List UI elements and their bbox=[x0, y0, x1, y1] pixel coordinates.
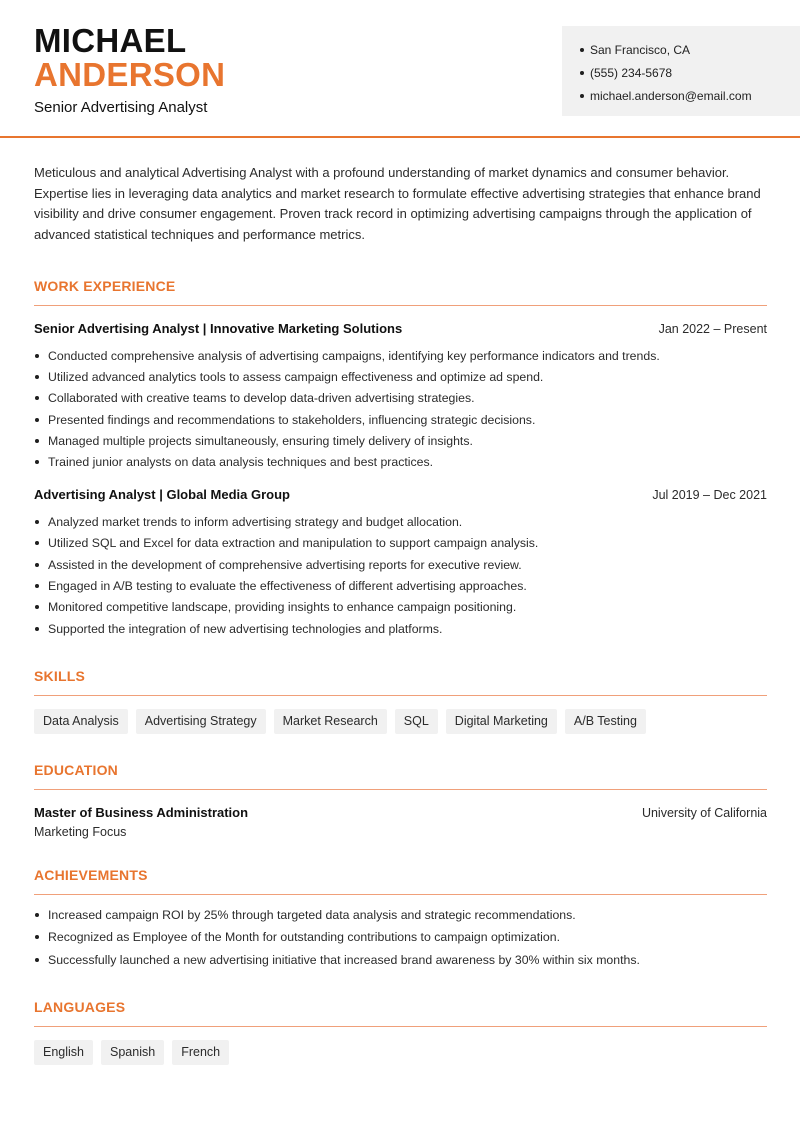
work-experience-section bbox=[34, 277, 767, 640]
bullet-icon bbox=[35, 354, 39, 358]
job-header bbox=[34, 321, 767, 336]
bullet-icon bbox=[580, 94, 584, 98]
bullet-icon bbox=[35, 584, 39, 588]
job-entry bbox=[34, 487, 767, 639]
section-title: LANGUAGES bbox=[34, 998, 767, 1027]
job-role: Advertising Analyst | Global Media Group bbox=[34, 487, 290, 503]
bullet-icon bbox=[35, 541, 39, 545]
bullet-text: Analyzed market trends to inform advertising strategy and budget allocation. bbox=[48, 514, 463, 529]
list-item bbox=[34, 533, 767, 554]
bullet-text: Presented findings and recommendations to stakeholders, influencing strategic decisions. bbox=[48, 412, 536, 427]
bullet-icon bbox=[35, 418, 39, 422]
bullet-text: Managed multiple projects simultaneously, ensuring timely delivery of insights. bbox=[48, 434, 473, 449]
bullet-icon bbox=[35, 605, 39, 609]
bullet-icon bbox=[580, 48, 584, 52]
language-tag: English bbox=[34, 1040, 93, 1065]
bullet-text: Utilized advanced analytics tools to assess campaign effectiveness and optimize ad spend. bbox=[48, 369, 544, 384]
job-entry bbox=[34, 321, 767, 473]
section-title: EDUCATION bbox=[34, 761, 767, 790]
education-header bbox=[34, 805, 767, 820]
job-header bbox=[34, 487, 767, 502]
resume-header bbox=[0, 0, 800, 138]
list-item bbox=[34, 926, 767, 949]
section-title: WORK EXPERIENCE bbox=[34, 277, 767, 306]
contact-email bbox=[580, 84, 800, 107]
education-section bbox=[34, 761, 767, 839]
skills-section bbox=[34, 667, 767, 734]
skill-tag: SQL bbox=[395, 709, 438, 734]
summary: Meticulous and analytical Advertising Analyst with a profound understanding of market dynamics and consumer behavior. Expertise lies in leveraging data analytics and market research to formulate effective advertising strategies that enhance brand visibility and drive consumer engagement. Proven track record in optimizing advertising campaigns through the application of advanced statistical techniques and performance metrics. bbox=[34, 165, 761, 243]
degree-focus: Marketing Focus bbox=[34, 824, 127, 839]
job-role: Senior Advertising Analyst | Innovative Marketing Solutions bbox=[34, 320, 403, 336]
list-item bbox=[34, 949, 767, 972]
section-title: ACHIEVEMENTS bbox=[34, 866, 767, 895]
bullet-icon bbox=[35, 460, 39, 464]
bullet-icon bbox=[35, 520, 39, 524]
achievement-list bbox=[34, 904, 767, 972]
contact-phone bbox=[580, 61, 800, 84]
language-tag: French bbox=[172, 1040, 229, 1065]
bullet-icon bbox=[35, 563, 39, 567]
bullet-text: Trained junior analysts on data analysis techniques and best practices. bbox=[48, 455, 434, 470]
list-item bbox=[34, 904, 767, 927]
bullet-text: Assisted in the development of comprehensive advertising reports for executive review. bbox=[48, 557, 522, 572]
list-item bbox=[34, 409, 767, 430]
bullet-text: Conducted comprehensive analysis of advertising campaigns, identifying key performance indicators and trends. bbox=[48, 348, 660, 363]
bullet-text: Supported the integration of new advertising technologies and platforms. bbox=[48, 621, 443, 636]
skill-tag: Advertising Strategy bbox=[136, 709, 266, 734]
list-item bbox=[34, 452, 767, 473]
skill-tag: Data Analysis bbox=[34, 709, 128, 734]
job-title: Senior Advertising Analyst bbox=[34, 99, 208, 116]
list-item bbox=[34, 597, 767, 618]
bullet-icon bbox=[580, 71, 584, 75]
resume-content bbox=[34, 160, 767, 1065]
bullet-icon bbox=[35, 913, 39, 917]
skill-tag: Market Research bbox=[274, 709, 387, 734]
bullet-icon bbox=[35, 396, 39, 400]
school: University of California bbox=[641, 805, 767, 820]
bullet-text: Engaged in A/B testing to evaluate the effectiveness of different advertising approaches. bbox=[48, 579, 527, 594]
email-text: michael.anderson@email.com bbox=[590, 88, 752, 103]
list-item bbox=[34, 430, 767, 451]
phone-text: (555) 234-5678 bbox=[590, 65, 673, 80]
bullet-icon bbox=[35, 375, 39, 379]
list-item bbox=[34, 388, 767, 409]
contact-location bbox=[580, 38, 800, 61]
job-bullets bbox=[34, 345, 767, 473]
skill-tag: A/B Testing bbox=[565, 709, 646, 734]
job-dates: Jul 2019 – Dec 2021 bbox=[652, 488, 767, 503]
degree: Master of Business Administration bbox=[34, 804, 249, 820]
bullet-icon bbox=[35, 935, 39, 939]
language-tags bbox=[34, 1040, 767, 1065]
bullet-icon bbox=[35, 627, 39, 631]
list-item bbox=[34, 618, 767, 639]
list-item bbox=[34, 575, 767, 596]
bullet-icon bbox=[35, 958, 39, 962]
bullet-text: Collaborated with creative teams to develop data-driven advertising strategies. bbox=[48, 391, 475, 406]
bullet-icon bbox=[35, 439, 39, 443]
last-name: ANDERSON bbox=[34, 56, 226, 93]
list-item bbox=[34, 366, 767, 387]
job-bullets bbox=[34, 511, 767, 639]
list-item bbox=[34, 511, 767, 532]
list-item bbox=[34, 345, 767, 366]
skill-tag: Digital Marketing bbox=[446, 709, 557, 734]
contact-box bbox=[562, 26, 800, 116]
languages-section bbox=[34, 998, 767, 1065]
section-title: SKILLS bbox=[34, 667, 767, 696]
bullet-text: Successfully launched a new advertising initiative that increased brand awareness by 30% within six months. bbox=[48, 952, 640, 967]
language-tag: Spanish bbox=[101, 1040, 164, 1065]
skill-tags bbox=[34, 709, 767, 734]
achievements-section bbox=[34, 866, 767, 972]
bullet-text: Recognized as Employee of the Month for outstanding contributions to campaign optimization. bbox=[48, 930, 560, 945]
job-dates: Jan 2022 – Present bbox=[658, 321, 767, 336]
bullet-text: Increased campaign ROI by 25% through targeted data analysis and strategic recommendations. bbox=[48, 907, 576, 922]
bullet-text: Monitored competitive landscape, providing insights to enhance campaign positioning. bbox=[48, 600, 517, 615]
location-text: San Francisco, CA bbox=[590, 42, 691, 57]
first-name: MICHAEL bbox=[34, 22, 187, 59]
list-item bbox=[34, 554, 767, 575]
bullet-text: Utilized SQL and Excel for data extraction and manipulation to support campaign analysis. bbox=[48, 536, 539, 551]
